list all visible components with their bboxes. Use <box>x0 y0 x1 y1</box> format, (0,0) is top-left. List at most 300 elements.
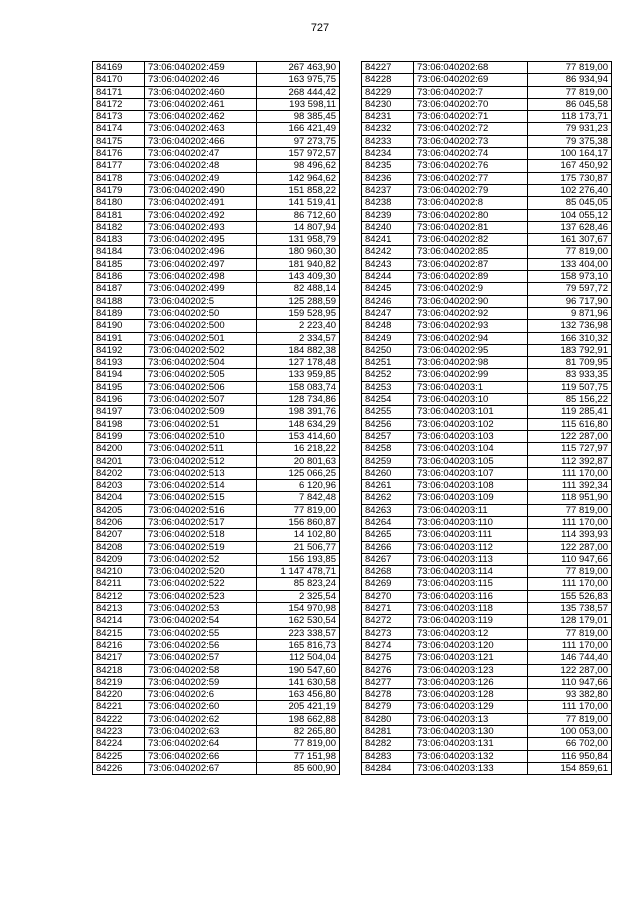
row-number-cell: 84213 <box>93 603 145 615</box>
amount-cell: 135 738,57 <box>528 603 612 615</box>
table-row <box>362 148 612 160</box>
cadastral-number-cell: 73:06:040203:133 <box>414 762 528 774</box>
row-number-cell: 84176 <box>93 148 145 160</box>
table-row <box>362 320 612 332</box>
row-number-cell: 84226 <box>93 762 145 774</box>
cadastral-number-cell: 73:06:040202:517 <box>145 516 257 528</box>
cadastral-number-cell: 73:06:040202:501 <box>145 332 257 344</box>
cadastral-number-cell: 73:06:040202:76 <box>414 160 528 172</box>
table-body-right <box>362 62 612 775</box>
row-number-cell: 84233 <box>362 135 414 147</box>
table-row <box>93 160 340 172</box>
amount-cell: 156 193,85 <box>257 553 340 565</box>
row-number-cell: 84249 <box>362 332 414 344</box>
cadastral-number-cell: 73:06:040202:55 <box>145 627 257 639</box>
row-number-cell: 84260 <box>362 467 414 479</box>
row-number-cell: 84200 <box>93 443 145 455</box>
amount-cell: 151 858,22 <box>257 184 340 196</box>
page-number: 727 <box>310 22 330 34</box>
amount-cell: 110 947,66 <box>528 553 612 565</box>
table-row <box>93 246 340 258</box>
cadastral-number-cell: 73:06:040202:519 <box>145 541 257 553</box>
amount-cell: 77 819,00 <box>257 738 340 750</box>
cadastral-number-cell: 73:06:040202:493 <box>145 221 257 233</box>
amount-cell: 86 045,58 <box>528 98 612 110</box>
row-number-cell: 84201 <box>93 455 145 467</box>
amount-cell: 77 819,00 <box>528 62 612 74</box>
row-number-cell: 84269 <box>362 578 414 590</box>
row-number-cell: 84179 <box>93 184 145 196</box>
row-number-cell: 84218 <box>93 664 145 676</box>
table-row <box>362 234 612 246</box>
table-row <box>93 406 340 418</box>
row-number-cell: 84248 <box>362 320 414 332</box>
amount-cell: 157 972,57 <box>257 148 340 160</box>
amount-cell: 83 933,35 <box>528 369 612 381</box>
table-row <box>93 295 340 307</box>
cadastral-number-cell: 73:06:040202:71 <box>414 111 528 123</box>
amount-cell: 153 414,60 <box>257 430 340 442</box>
table-row <box>362 111 612 123</box>
table-row <box>93 492 340 504</box>
cadastral-number-cell: 73:06:040202:466 <box>145 135 257 147</box>
cadastral-number-cell: 73:06:040202:47 <box>145 148 257 160</box>
amount-cell: 111 170,00 <box>528 516 612 528</box>
amount-cell: 133 959,85 <box>257 369 340 381</box>
row-number-cell: 84274 <box>362 639 414 651</box>
row-number-cell: 84220 <box>93 689 145 701</box>
row-number-cell: 84193 <box>93 357 145 369</box>
amount-cell: 111 170,00 <box>528 467 612 479</box>
cadastral-number-cell: 73:06:040203:120 <box>414 639 528 651</box>
amount-cell: 79 375,38 <box>528 135 612 147</box>
amount-cell: 155 526,83 <box>528 590 612 602</box>
row-number-cell: 84277 <box>362 676 414 688</box>
cadastral-number-cell: 73:06:040202:53 <box>145 603 257 615</box>
row-number-cell: 84283 <box>362 750 414 762</box>
cadastral-number-cell: 73:06:040202:50 <box>145 307 257 319</box>
cadastral-number-cell: 73:06:040202:460 <box>145 86 257 98</box>
row-number-cell: 84272 <box>362 615 414 627</box>
amount-cell: 148 634,29 <box>257 418 340 430</box>
cadastral-number-cell: 73:06:040202:497 <box>145 258 257 270</box>
amount-cell: 77 819,00 <box>528 504 612 516</box>
table-row <box>362 418 612 430</box>
amount-cell: 133 404,00 <box>528 258 612 270</box>
amount-cell: 156 860,87 <box>257 516 340 528</box>
amount-cell: 128 179,01 <box>528 615 612 627</box>
amount-cell: 166 310,32 <box>528 332 612 344</box>
amount-cell: 267 463,90 <box>257 62 340 74</box>
row-number-cell: 84202 <box>93 467 145 479</box>
cadastral-number-cell: 73:06:040203:1 <box>414 381 528 393</box>
amount-cell: 2 325,54 <box>257 590 340 602</box>
amount-cell: 128 734,86 <box>257 394 340 406</box>
cadastral-number-cell: 73:06:040202:507 <box>145 394 257 406</box>
amount-cell: 181 940,82 <box>257 258 340 270</box>
cadastral-number-cell: 73:06:040202:514 <box>145 480 257 492</box>
cadastral-number-cell: 73:06:040203:108 <box>414 480 528 492</box>
row-number-cell: 84184 <box>93 246 145 258</box>
cadastral-number-cell: 73:06:040202:93 <box>414 320 528 332</box>
table-row <box>362 664 612 676</box>
table-row <box>93 111 340 123</box>
row-number-cell: 84188 <box>93 295 145 307</box>
table-row <box>362 160 612 172</box>
row-number-cell: 84276 <box>362 664 414 676</box>
amount-cell: 79 597,72 <box>528 283 612 295</box>
table-row <box>362 615 612 627</box>
table-row <box>93 98 340 110</box>
cadastral-number-cell: 73:06:040202:95 <box>414 344 528 356</box>
cadastral-number-cell: 73:06:040202:48 <box>145 160 257 172</box>
cadastral-number-cell: 73:06:040202:513 <box>145 467 257 479</box>
row-number-cell: 84209 <box>93 553 145 565</box>
table-row <box>93 738 340 750</box>
row-number-cell: 84215 <box>93 627 145 639</box>
cadastral-number-cell: 73:06:040203:114 <box>414 566 528 578</box>
amount-cell: 158 973,10 <box>528 271 612 283</box>
row-number-cell: 84264 <box>362 516 414 528</box>
table-row <box>362 578 612 590</box>
amount-cell: 119 285,41 <box>528 406 612 418</box>
cadastral-number-cell: 73:06:040202:85 <box>414 246 528 258</box>
cadastral-number-cell: 73:06:040202:6 <box>145 689 257 701</box>
table-row <box>93 86 340 98</box>
table-row <box>362 246 612 258</box>
table-row <box>362 332 612 344</box>
cadastral-number-cell: 73:06:040202:81 <box>414 221 528 233</box>
cadastral-number-cell: 73:06:040202:490 <box>145 184 257 196</box>
table-row <box>362 295 612 307</box>
cadastral-number-cell: 73:06:040203:126 <box>414 676 528 688</box>
amount-cell: 137 628,46 <box>528 221 612 233</box>
row-number-cell: 84230 <box>362 98 414 110</box>
table-row <box>93 197 340 209</box>
amount-cell: 119 507,75 <box>528 381 612 393</box>
table-row <box>93 344 340 356</box>
row-number-cell: 84262 <box>362 492 414 504</box>
table-row <box>362 492 612 504</box>
amount-cell: 14 807,94 <box>257 221 340 233</box>
amount-cell: 14 102,80 <box>257 529 340 541</box>
amount-cell: 111 170,00 <box>528 639 612 651</box>
row-number-cell: 84224 <box>93 738 145 750</box>
cadastral-number-cell: 73:06:040203:132 <box>414 750 528 762</box>
amount-cell: 77 151,98 <box>257 750 340 762</box>
amount-cell: 98 496,62 <box>257 160 340 172</box>
amount-cell: 205 421,19 <box>257 701 340 713</box>
cadastral-number-cell: 73:06:040203:103 <box>414 430 528 442</box>
amount-cell: 82 488,14 <box>257 283 340 295</box>
table-row <box>362 344 612 356</box>
table-row <box>93 430 340 442</box>
row-number-cell: 84282 <box>362 738 414 750</box>
row-number-cell: 84231 <box>362 111 414 123</box>
amount-cell: 118 951,90 <box>528 492 612 504</box>
cadastral-number-cell: 73:06:040202:52 <box>145 553 257 565</box>
row-number-cell: 84254 <box>362 394 414 406</box>
table-row <box>362 541 612 553</box>
row-number-cell: 84242 <box>362 246 414 258</box>
table-row <box>362 762 612 774</box>
row-number-cell: 84270 <box>362 590 414 602</box>
cadastral-number-cell: 73:06:040202:9 <box>414 283 528 295</box>
amount-cell: 122 287,00 <box>528 430 612 442</box>
row-number-cell: 84245 <box>362 283 414 295</box>
table-row <box>93 271 340 283</box>
amount-cell: 146 744,40 <box>528 652 612 664</box>
amount-cell: 125 288,59 <box>257 295 340 307</box>
amount-cell: 115 727,97 <box>528 443 612 455</box>
cadastral-number-cell: 73:06:040202:499 <box>145 283 257 295</box>
amount-cell: 159 528,95 <box>257 307 340 319</box>
amount-cell: 112 392,87 <box>528 455 612 467</box>
cadastral-number-cell: 73:06:040202:506 <box>145 381 257 393</box>
table-row <box>362 652 612 664</box>
cadastral-number-cell: 73:06:040202:58 <box>145 664 257 676</box>
amount-cell: 97 273,75 <box>257 135 340 147</box>
table-row <box>93 529 340 541</box>
amount-cell: 77 819,00 <box>528 246 612 258</box>
row-number-cell: 84189 <box>93 307 145 319</box>
table-row <box>362 209 612 221</box>
table-row <box>362 258 612 270</box>
table-row <box>362 639 612 651</box>
row-number-cell: 84186 <box>93 271 145 283</box>
row-number-cell: 84197 <box>93 406 145 418</box>
cadastral-number-cell: 73:06:040202:73 <box>414 135 528 147</box>
row-number-cell: 84178 <box>93 172 145 184</box>
table-row <box>362 123 612 135</box>
table-row <box>93 369 340 381</box>
cadastral-number-cell: 73:06:040202:92 <box>414 307 528 319</box>
cadastral-number-cell: 73:06:040202:94 <box>414 332 528 344</box>
table-row <box>362 369 612 381</box>
table-row <box>93 357 340 369</box>
row-number-cell: 84182 <box>93 221 145 233</box>
amount-cell: 122 287,00 <box>528 664 612 676</box>
row-number-cell: 84263 <box>362 504 414 516</box>
row-number-cell: 84225 <box>93 750 145 762</box>
cadastral-number-cell: 73:06:040203:11 <box>414 504 528 516</box>
cadastral-number-cell: 73:06:040202:520 <box>145 566 257 578</box>
table-row <box>362 172 612 184</box>
cadastral-number-cell: 73:06:040202:80 <box>414 209 528 221</box>
table-row <box>362 504 612 516</box>
table-row <box>362 480 612 492</box>
amount-cell: 16 218,22 <box>257 443 340 455</box>
row-number-cell: 84259 <box>362 455 414 467</box>
amount-cell: 77 819,00 <box>528 627 612 639</box>
cadastral-number-cell: 73:06:040203:111 <box>414 529 528 541</box>
table-row <box>93 135 340 147</box>
cadastral-number-cell: 73:06:040202:89 <box>414 271 528 283</box>
table-row <box>93 209 340 221</box>
cadastral-number-cell: 73:06:040202:67 <box>145 762 257 774</box>
row-number-cell: 84253 <box>362 381 414 393</box>
amount-cell: 93 382,80 <box>528 689 612 701</box>
cadastral-number-cell: 73:06:040202:68 <box>414 62 528 74</box>
amount-cell: 141 519,41 <box>257 197 340 209</box>
row-number-cell: 84191 <box>93 332 145 344</box>
cadastral-number-cell: 73:06:040203:110 <box>414 516 528 528</box>
row-number-cell: 84239 <box>362 209 414 221</box>
cadastral-number-cell: 73:06:040203:123 <box>414 664 528 676</box>
cadastral-number-cell: 73:06:040203:121 <box>414 652 528 664</box>
cadastral-number-cell: 73:06:040202:492 <box>145 209 257 221</box>
table-row <box>93 283 340 295</box>
cadastral-number-cell: 73:06:040202:522 <box>145 578 257 590</box>
table-row <box>362 713 612 725</box>
amount-cell: 86 934,94 <box>528 74 612 86</box>
row-number-cell: 84235 <box>362 160 414 172</box>
cadastral-number-cell: 73:06:040202:60 <box>145 701 257 713</box>
row-number-cell: 84228 <box>362 74 414 86</box>
table-row <box>362 406 612 418</box>
amount-cell: 7 842,48 <box>257 492 340 504</box>
row-number-cell: 84252 <box>362 369 414 381</box>
cadastral-number-cell: 73:06:040203:119 <box>414 615 528 627</box>
cadastral-number-cell: 73:06:040202:496 <box>145 246 257 258</box>
row-number-cell: 84268 <box>362 566 414 578</box>
table-row <box>362 381 612 393</box>
amount-cell: 77 819,00 <box>528 566 612 578</box>
row-number-cell: 84247 <box>362 307 414 319</box>
cadastral-number-cell: 73:06:040202:49 <box>145 172 257 184</box>
amount-cell: 100 164,17 <box>528 148 612 160</box>
cadastral-number-cell: 73:06:040203:109 <box>414 492 528 504</box>
table-row <box>362 566 612 578</box>
cadastral-number-cell: 73:06:040202:72 <box>414 123 528 135</box>
cadastral-number-cell: 73:06:040202:90 <box>414 295 528 307</box>
row-number-cell: 84180 <box>93 197 145 209</box>
cadastral-number-cell: 73:06:040203:105 <box>414 455 528 467</box>
amount-cell: 85 045,05 <box>528 197 612 209</box>
cadastral-number-cell: 73:06:040202:66 <box>145 750 257 762</box>
amount-cell: 85 600,90 <box>257 762 340 774</box>
table-row <box>93 603 340 615</box>
cadastral-number-cell: 73:06:040203:13 <box>414 713 528 725</box>
row-number-cell: 84173 <box>93 111 145 123</box>
row-number-cell: 84206 <box>93 516 145 528</box>
amount-cell: 161 307,67 <box>528 234 612 246</box>
cadastral-number-cell: 73:06:040202:463 <box>145 123 257 135</box>
table-row <box>93 762 340 774</box>
row-number-cell: 84181 <box>93 209 145 221</box>
amount-cell: 154 859,61 <box>528 762 612 774</box>
table-row <box>362 467 612 479</box>
table-row <box>93 258 340 270</box>
table-row <box>362 74 612 86</box>
amount-cell: 2 223,40 <box>257 320 340 332</box>
table-row <box>362 271 612 283</box>
row-number-cell: 84240 <box>362 221 414 233</box>
amount-cell: 158 083,74 <box>257 381 340 393</box>
amount-cell: 1 147 478,71 <box>257 566 340 578</box>
cadastral-number-cell: 73:06:040202:518 <box>145 529 257 541</box>
row-number-cell: 84273 <box>362 627 414 639</box>
table-row <box>93 418 340 430</box>
cadastral-number-cell: 73:06:040202:59 <box>145 676 257 688</box>
cadastral-number-cell: 73:06:040202:510 <box>145 430 257 442</box>
table-row <box>93 332 340 344</box>
row-number-cell: 84241 <box>362 234 414 246</box>
cadastral-number-cell: 73:06:040202:79 <box>414 184 528 196</box>
cadastral-number-cell: 73:06:040202:7 <box>414 86 528 98</box>
cadastral-number-cell: 73:06:040202:505 <box>145 369 257 381</box>
amount-cell: 104 055,12 <box>528 209 612 221</box>
amount-cell: 268 444,42 <box>257 86 340 98</box>
row-number-cell: 84211 <box>93 578 145 590</box>
row-number-cell: 84275 <box>362 652 414 664</box>
table-row <box>93 62 340 74</box>
amount-cell: 79 931,23 <box>528 123 612 135</box>
cadastral-number-cell: 73:06:040202:63 <box>145 726 257 738</box>
row-number-cell: 84177 <box>93 160 145 172</box>
cadastral-number-cell: 73:06:040203:102 <box>414 418 528 430</box>
cadastral-number-cell: 73:06:040203:128 <box>414 689 528 701</box>
amount-cell: 102 276,40 <box>528 184 612 196</box>
amount-cell: 166 421,49 <box>257 123 340 135</box>
table-row <box>362 738 612 750</box>
table-row <box>93 123 340 135</box>
row-number-cell: 84198 <box>93 418 145 430</box>
row-number-cell: 84244 <box>362 271 414 283</box>
row-number-cell: 84207 <box>93 529 145 541</box>
amount-cell: 6 120,96 <box>257 480 340 492</box>
table-row <box>93 74 340 86</box>
row-number-cell: 84171 <box>93 86 145 98</box>
row-number-cell: 84212 <box>93 590 145 602</box>
amount-cell: 131 958,79 <box>257 234 340 246</box>
row-number-cell: 84255 <box>362 406 414 418</box>
table-row <box>362 307 612 319</box>
table-row <box>93 234 340 246</box>
row-number-cell: 84217 <box>93 652 145 664</box>
cadastral-number-cell: 73:06:040202:498 <box>145 271 257 283</box>
row-number-cell: 84256 <box>362 418 414 430</box>
table-row <box>93 455 340 467</box>
table-row <box>93 394 340 406</box>
row-number-cell: 84187 <box>93 283 145 295</box>
table-row <box>93 664 340 676</box>
table-row <box>93 504 340 516</box>
cadastral-number-cell: 73:06:040202:56 <box>145 639 257 651</box>
row-number-cell: 84192 <box>93 344 145 356</box>
amount-cell: 98 385,45 <box>257 111 340 123</box>
cadastral-number-cell: 73:06:040202:504 <box>145 357 257 369</box>
table-row <box>93 148 340 160</box>
row-number-cell: 84250 <box>362 344 414 356</box>
cadastral-number-cell: 73:06:040203:115 <box>414 578 528 590</box>
table-row <box>362 516 612 528</box>
cadastral-number-cell: 73:06:040202:54 <box>145 615 257 627</box>
amount-cell: 20 801,63 <box>257 455 340 467</box>
row-number-cell: 84237 <box>362 184 414 196</box>
table-row <box>93 221 340 233</box>
cadastral-number-cell: 73:06:040202:46 <box>145 74 257 86</box>
table-row <box>362 184 612 196</box>
table-row <box>93 307 340 319</box>
row-number-cell: 84243 <box>362 258 414 270</box>
amount-cell: 85 156,22 <box>528 394 612 406</box>
cadastral-number-cell: 73:06:040202:516 <box>145 504 257 516</box>
cadastral-number-cell: 73:06:040203:118 <box>414 603 528 615</box>
cadastral-number-cell: 73:06:040202:491 <box>145 197 257 209</box>
cadastral-number-cell: 73:06:040203:104 <box>414 443 528 455</box>
amount-cell: 183 792,91 <box>528 344 612 356</box>
